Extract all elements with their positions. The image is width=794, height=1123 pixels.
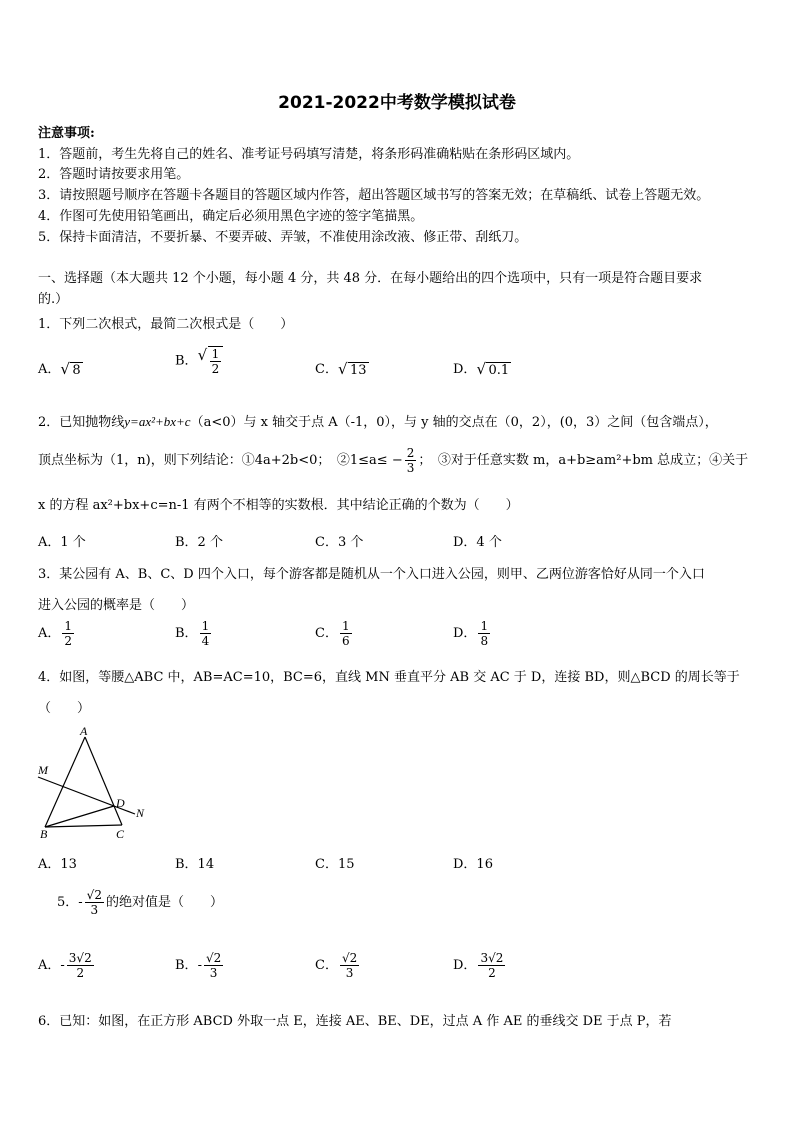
q5-option-a — [38, 951, 96, 980]
q2-option-d: D．4 个 — [453, 535, 502, 550]
sqrt-expression: √ 13 — [348, 362, 369, 378]
q1-option-d — [453, 358, 511, 378]
fraction-numerator: 1 — [341, 619, 350, 633]
q5-text: 的绝对值是（ ） — [105, 895, 223, 910]
q2-option-c: C．3 个 — [315, 535, 364, 550]
page-title: 2021-2022中考数学模拟试卷 — [278, 93, 516, 113]
option-label: B． — [175, 958, 198, 973]
q3-option-c — [315, 619, 354, 648]
option-label: A． — [38, 958, 61, 973]
q2-text: （a<0）与 x 轴交于点 A（-1，0），与 y 轴的交点在（0，2），(0，3）之间（包含端点）， — [190, 415, 718, 430]
side-bc — [45, 825, 122, 827]
fraction-denominator: 3 — [90, 903, 99, 917]
fraction-denominator: 3 — [406, 461, 415, 475]
fraction-numerator: 1 — [64, 619, 73, 633]
q5-option-d — [453, 951, 507, 980]
option-label: D． — [453, 362, 477, 377]
q2-option-a: A．1 个 — [38, 535, 86, 550]
fraction-denominator: 4 — [201, 634, 210, 648]
q3-line1: 3．某公园有 A、B、C、D 四个入口，每个游客都是随机从一个入口进入公园，则甲、乙两位游客恰好从同一个入口 — [38, 567, 705, 582]
q3-option-d — [453, 619, 492, 648]
q2-line2 — [38, 446, 748, 475]
q6-line1: 6．已知：如图，在正方形 ABCD 外取一点 E，连接 AE、BE、DE，过点 A 作 AE 的垂线交 DE 于点 P，若 — [38, 1014, 672, 1029]
option-label: A． — [38, 362, 61, 377]
fraction-numerator: 3√2 — [480, 951, 504, 965]
q4-option-a: A．13 — [38, 857, 77, 872]
q1-stem: 1．下列二次根式，最简二次根式是（ ） — [38, 317, 294, 332]
notice-item: 2．答题时请按要求用笔。 — [38, 167, 190, 182]
q3-option-a — [38, 619, 76, 648]
fraction-denominator: 3 — [209, 966, 218, 980]
notice-item: 1．答题前，考生先将自己的姓名、准考证号码填写清楚，将条形码准确粘贴在条形码区域内。 — [38, 147, 580, 162]
option-label: B． — [175, 353, 198, 369]
triangle-figure — [30, 722, 160, 844]
q3-line2: 进入公园的概率是（ ） — [38, 598, 195, 613]
q2-formula: y=ax²+bx+c — [124, 414, 191, 429]
sqrt-expression: √ 0.1 — [486, 362, 511, 378]
side-ac — [85, 737, 122, 825]
sqrt-expression: √ 8 — [70, 362, 82, 378]
notice-item: 5．保持卡面清洁，不要折暴、不要弄破、弄皱，不准使用涂改液、修正带、刮纸刀。 — [38, 230, 528, 245]
sign: - — [60, 958, 65, 973]
notice-item: 4．作图可先使用铅笔画出，确定后必须用黑色字迹的签字笔描黑。 — [38, 209, 424, 224]
q4-line1: 4．如图，等腰△ABC 中，AB=AC=10，BC=6，直线 MN 垂直平分 AB 交 AC 于 D，连接 BD，则△BCD 的周长等于 — [38, 670, 740, 685]
fraction-denominator: 2 — [211, 362, 220, 376]
q2-line1 — [38, 411, 718, 430]
q5-text: 5．- — [57, 895, 83, 910]
q2-line3: x 的方程 ax²+bx+c=n-1 有两个不相等的实数根．其中结论正确的个数为（ ） — [38, 498, 519, 513]
q2-text: ； ③对于任意实数 m，a+b≥am²+bm 总成立；④关于 — [418, 453, 749, 468]
q5-option-b — [175, 951, 225, 980]
option-label: C． — [315, 958, 338, 973]
fraction-numerator: √2 — [205, 951, 222, 965]
q2-option-b: B．2 个 — [175, 535, 223, 550]
q2-text: 2．已知抛物线 — [38, 415, 125, 430]
label-b: B — [40, 827, 48, 841]
label-m: M — [38, 763, 48, 777]
label-a: A — [80, 724, 88, 738]
q3-option-b — [175, 619, 213, 648]
fraction-numerator: 1 — [201, 619, 210, 633]
option-label: A． — [38, 626, 61, 641]
fraction-denominator: 2 — [64, 634, 73, 648]
fraction-denominator: 3 — [345, 966, 354, 980]
q5-stem — [57, 888, 223, 917]
fraction-numerator: 3√2 — [68, 951, 92, 965]
sign: - — [197, 958, 202, 973]
q1-option-a — [38, 358, 83, 378]
label-c: C — [116, 827, 125, 841]
sqrt-expression — [208, 346, 224, 376]
option-label: B． — [175, 626, 198, 641]
fraction-numerator: √2 — [341, 951, 358, 965]
label-d: D — [116, 796, 125, 810]
option-label: D． — [453, 626, 477, 641]
fraction-denominator: 2 — [76, 966, 85, 980]
fraction-numerator: √ 1 — [211, 347, 220, 361]
option-label: D． — [453, 958, 477, 973]
option-label: C． — [315, 626, 338, 641]
q1-option-c — [315, 358, 369, 378]
section-heading-cont: 的.） — [38, 292, 69, 307]
segment-bd — [45, 806, 114, 827]
fraction-numerator: 1 — [480, 619, 489, 633]
section-heading: 一、选择题（本大题共 12 个小题，每小题 4 分，共 48 分．在每小题给出的四个选项中，只有一项是符合题目要求 — [38, 271, 703, 286]
q1-option-b — [175, 346, 223, 376]
notice-heading: 注意事项: — [38, 126, 95, 141]
q4-option-d: D．16 — [453, 857, 493, 872]
notice-item: 3．请按照题号顺序在答题卡各题目的答题区域内作答，超出答题区域书写的答案无效；在草稿纸、试卷上答题无效。 — [38, 188, 710, 203]
q4-option-c: C．15 — [315, 857, 355, 872]
label-n: N — [136, 806, 145, 820]
fraction-denominator: 6 — [341, 634, 350, 648]
fraction-denominator: 2 — [488, 966, 496, 980]
q2-text: 顶点坐标为（1，n)，则下列结论：①4a+2b<0； ②1≤a≤ − — [38, 453, 403, 468]
q4-option-b: B．14 — [175, 857, 215, 872]
fraction-denominator: 8 — [480, 634, 489, 648]
q5-option-c — [315, 951, 361, 980]
fraction-numerator: 2 — [406, 446, 415, 460]
q4-line2: （ ） — [38, 701, 91, 716]
fraction-numerator: √2 — [86, 888, 102, 902]
option-label: C． — [315, 362, 338, 377]
